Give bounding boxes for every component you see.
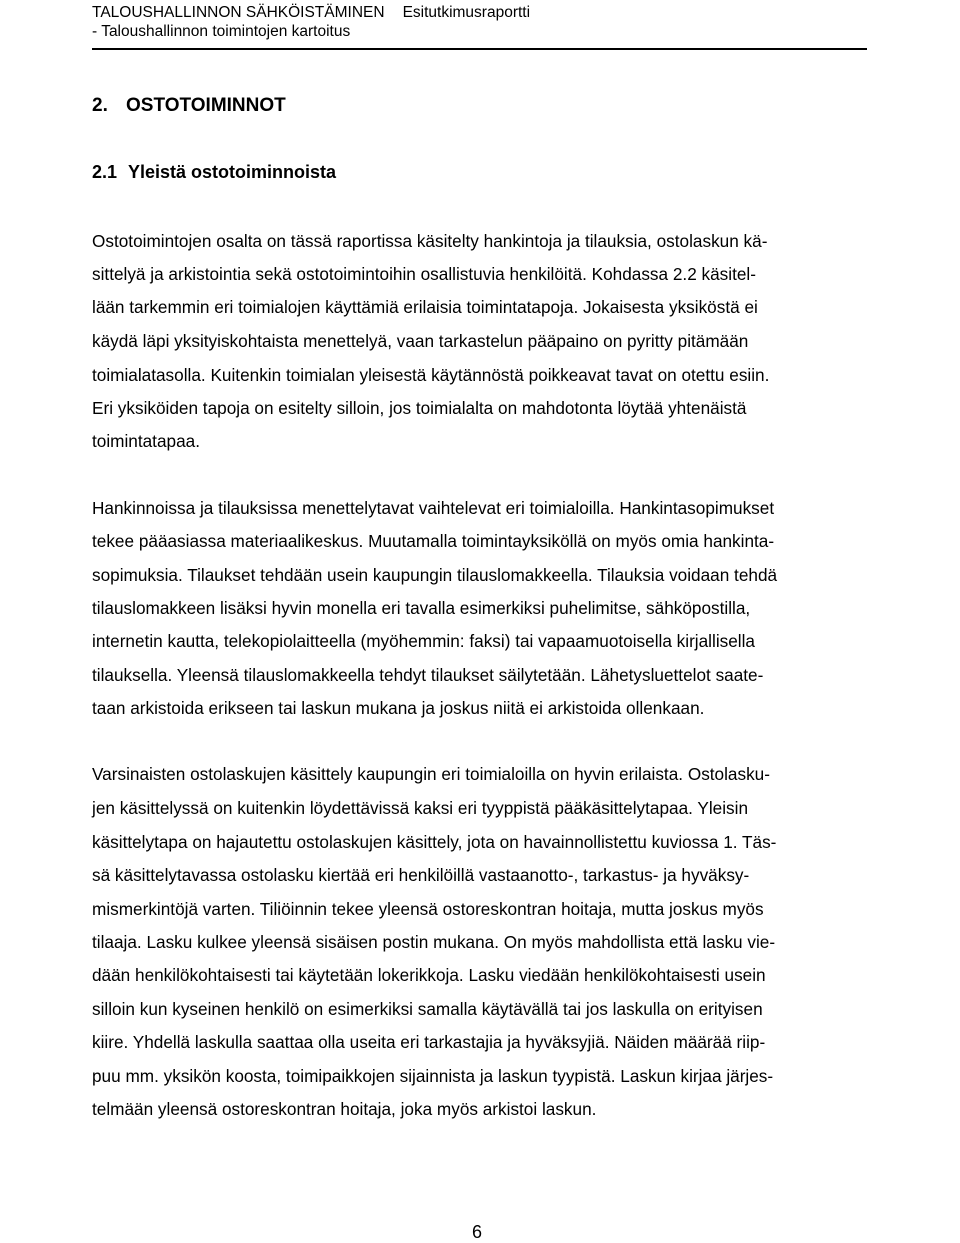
paragraph-line: internetin kautta, telekopiolaitteella (myöhemmin: faksi) tai vapaamuotoisella kirjallisella: [92, 631, 755, 651]
section-title: OSTOTOIMINNOT: [126, 95, 286, 116]
header-subtitle: - Taloushallinnon toimintojen kartoitus: [92, 23, 351, 40]
paragraph-line: tilauslomakkeen lisäksi hyvin monella eri tavalla esimerkiksi puhelimitse, sähköpostilla,: [92, 598, 751, 618]
header-doc-type: Esitutkimusraportti: [402, 4, 531, 21]
paragraph-line: Eri yksiköiden tapoja on esitelty silloin, jos toimialalta on mahdotonta löytää yhtenäistä: [92, 398, 747, 418]
paragraph-line: silloin kun kyseinen henkilö on esimerkiksi samalla käytävällä tai jos laskulla on erityisen: [92, 999, 763, 1019]
paragraph-line: taan arkistoida erikseen tai laskun mukana ja joskus niitä ei arkistoida ollenkaan.: [92, 698, 705, 718]
paragraph-line: sä käsittelytavassa ostolasku kiertää eri henkilöillä vastaanotto-, tarkastus- ja hyväksy-: [92, 865, 750, 885]
paragraph-line: toimintatapaa.: [92, 431, 200, 451]
subsection-title: Yleistä ostotoiminnoista: [128, 162, 337, 182]
paragraph-line: tekee pääasiassa materiaalikeskus. Muutamalla toimintayksiköllä on myös omia hankinta-: [92, 531, 775, 551]
paragraph-line: jen käsittelyssä on kuitenkin löydettävissä kaksi eri tyyppistä pääkäsittelytapaa. Yleisin: [92, 798, 749, 818]
paragraph-line: dään henkilökohtaisesti tai käytetään lokerikkoja. Lasku viedään henkilökohtaisesti usein: [92, 965, 766, 985]
subsection-heading: [92, 162, 336, 183]
section-heading: [92, 95, 286, 117]
paragraph-line: telmään yleensä ostoreskontran hoitaja, joka myös arkistoi laskun.: [92, 1099, 597, 1119]
paragraph-line: tilaaja. Lasku kulkee yleensä sisäisen postin mukana. On myös mahdollista että lasku vie-: [92, 932, 776, 952]
paragraph-line: mismerkintöjä varten. Tiliöinnin tekee yleensä ostoreskontran hoitaja, mutta joskus myös: [92, 899, 764, 919]
paragraph-line: tilauksella. Yleensä tilauslomakkeella tehdyt tilaukset säilytetään. Lähetysluettelot saate-: [92, 665, 764, 685]
paragraph-line: Ostotoimintojen osalta on tässä raportissa käsitelty hankintoja ja tilauksia, ostolaskun kä-: [92, 231, 768, 251]
subsection-number: 2.1: [92, 162, 118, 182]
section-number: 2.: [92, 95, 108, 116]
paragraph-line: sittelyä ja arkistointia sekä ostotoimintoihin osallistuvia henkilöitä. Kohdassa 2.2 käsitel-: [92, 264, 756, 284]
paragraph-line: Hankinnoissa ja tilauksissa menettelytavat vaihtelevat eri toimialoilla. Hankintasopimukset: [92, 498, 775, 518]
paragraph-line: puu mm. yksikön koosta, toimipaikkojen sijainnista ja laskun tyypistä. Laskun kirjaa järjes-: [92, 1066, 774, 1086]
paragraph-line: kiire. Yhdellä laskulla saattaa olla useita eri tarkastajia ja hyväksyjiä. Näiden määrää riip-: [92, 1032, 766, 1052]
header-rule: [92, 48, 867, 50]
paragraph-line: käydä läpi yksityiskohtaista menettelyä, vaan tarkastelun pääpaino on pyritty pitämään: [92, 331, 749, 351]
paragraph-line: toimialatasolla. Kuitenkin toimialan yleisestä käytännöstä poikkeavat tavat on otettu esiin.: [92, 365, 770, 385]
running-header: [92, 3, 530, 41]
paragraph-line: Varsinaisten ostolaskujen käsittely kaupungin eri toimialoilla on hyvin erilaista. Ostolasku-: [92, 764, 770, 784]
paragraph-line: käsittelytapa on hajautettu ostolaskujen käsittely, jota on havainnollistettu kuviossa 1. Täs-: [92, 832, 777, 852]
paragraph-line: lään tarkemmin eri toimialojen käyttämiä erilaisia toimintatapoja. Jokaisesta yksiköstä ei: [92, 297, 758, 317]
header-title: TALOUSHALLINNON SÄHKÖISTÄMINEN: [92, 4, 385, 21]
page-number: 6: [472, 1222, 483, 1242]
paragraph-line: sopimuksia. Tilaukset tehdään usein kaupungin tilauslomakkeella. Tilauksia voidaan tehdä: [92, 565, 778, 585]
